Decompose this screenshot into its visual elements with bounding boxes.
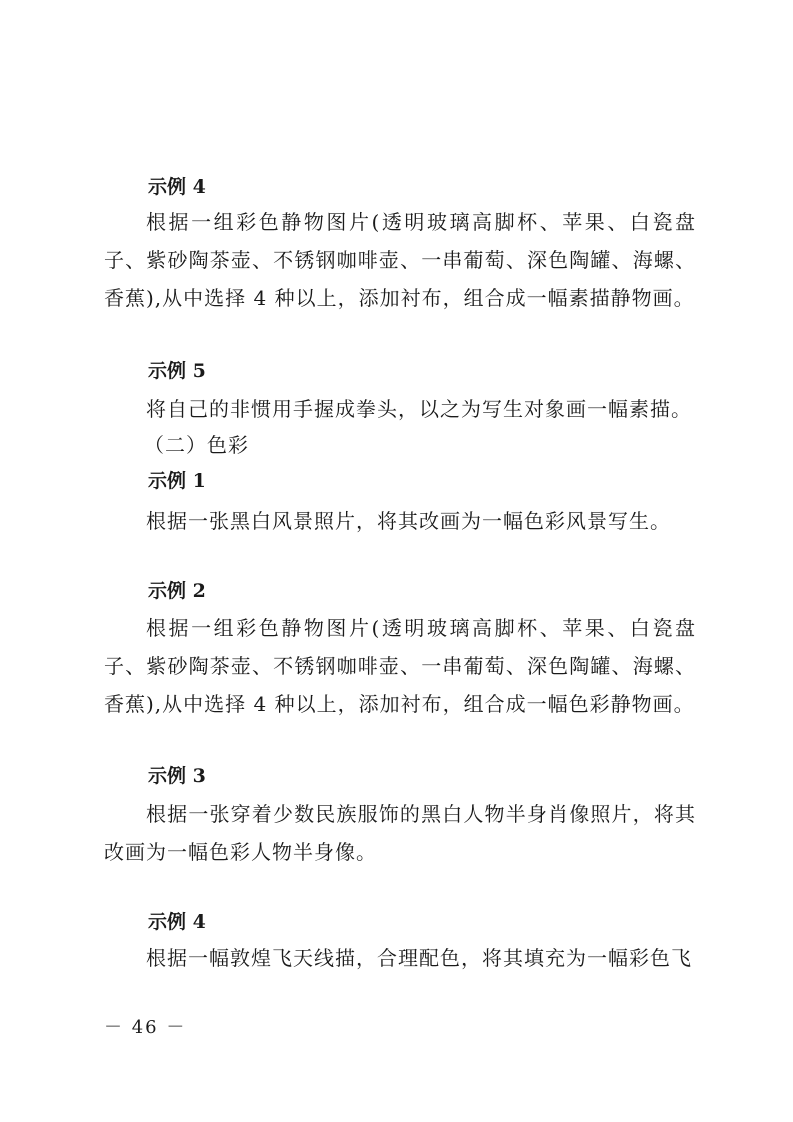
- example-text: 根据一组彩色静物图片(透明玻璃高脚杯、苹果、白瓷盘子、紫砂陶茶壶、不锈钢咖啡壶、一串葡萄、深色陶罐、海螺、香蕉),从中选择 4 种以上，添加衬布，组合成一幅素描静物画。: [104, 210, 696, 310]
- example-text: 根据一组彩色静物图片(透明玻璃高脚杯、苹果、白瓷盘子、紫砂陶茶壶、不锈钢咖啡壶、一串葡萄、深色陶罐、海螺、香蕉),从中选择 4 种以上，添加衬布，组合成一幅色彩静物画。: [104, 616, 696, 716]
- section-heading: （二）色彩: [144, 433, 249, 457]
- example-heading: 示例 4: [148, 911, 206, 933]
- example-heading: 示例 4: [148, 176, 206, 198]
- example-text: 根据一张穿着少数民族服饰的黑白人物半身肖像照片，将其改画为一幅色彩人物半身像。: [104, 802, 696, 864]
- example-text: 将自己的非惯用手握成拳头，以之为写生对象画一幅素描。: [146, 397, 692, 421]
- page-number: － 46 －: [104, 1017, 187, 1038]
- example-heading: 示例 2: [148, 580, 206, 602]
- example-text: 根据一张黑白风景照片，将其改画为一幅色彩风景写生。: [146, 509, 671, 533]
- example-text: 根据一幅敦煌飞天线描，合理配色，将其填充为一幅彩色飞: [146, 946, 692, 970]
- example-heading: 示例 1: [148, 470, 206, 492]
- example-heading: 示例 5: [148, 360, 206, 382]
- example-heading: 示例 3: [148, 765, 206, 787]
